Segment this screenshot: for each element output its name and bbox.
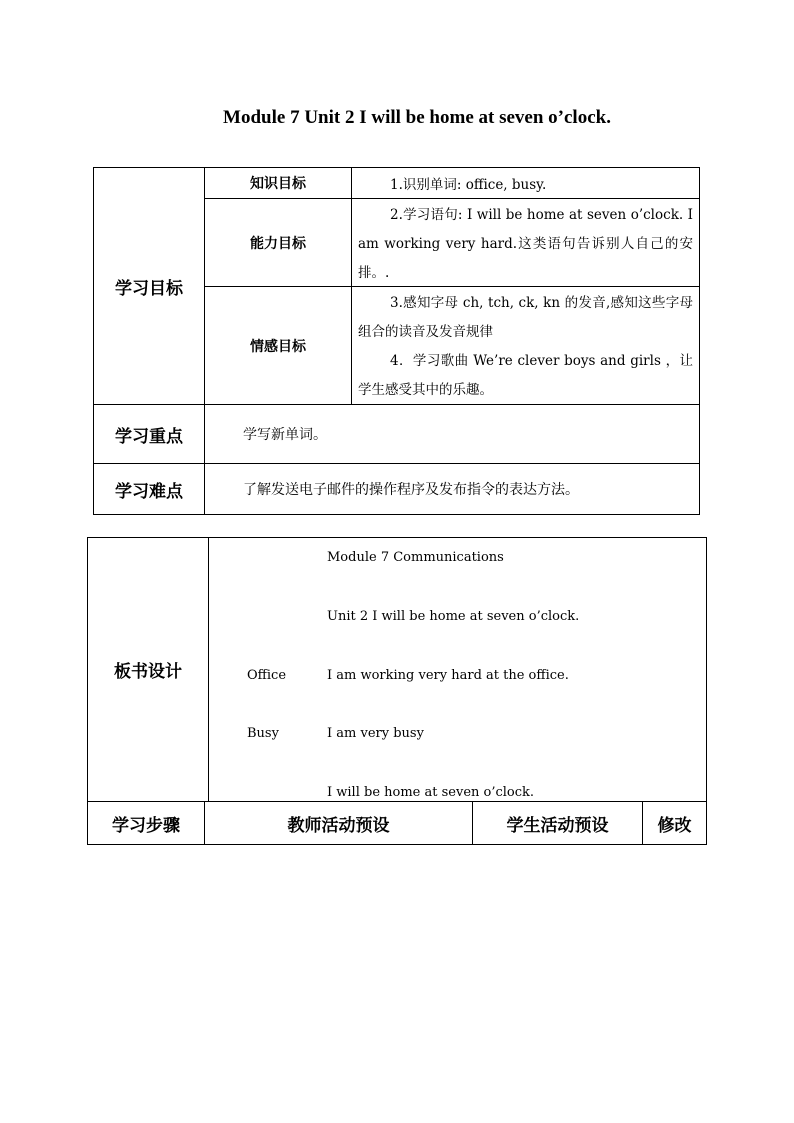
difficulties-text: 了解发送电子邮件的操作程序及发布指令的表达方法。	[204, 463, 700, 515]
board-word-busy: Busy	[247, 726, 279, 741]
board-sentence-1: I am working very hard at the office.	[327, 668, 569, 683]
emotion-goal-label: 情感目标	[204, 286, 352, 405]
board-sentence-3: I will be home at seven o’clock.	[327, 785, 535, 800]
ability-goal-label: 能力目标	[204, 198, 352, 287]
objectives-main-label: 学习目标	[93, 167, 205, 405]
board-design-table	[87, 537, 707, 845]
board-sentence-2: I am very busy	[327, 726, 424, 741]
emotion-goal-line-2: 4．学习歌曲 We’re clever boys and girls ，让学生感受其中的乐趣。	[358, 353, 693, 398]
key-points-label: 学习重点	[93, 404, 205, 464]
key-points-text: 学写新单词。	[204, 404, 700, 464]
ability-goal-text	[351, 198, 700, 287]
ability-goal-line: 2.学习语句: I will be home at seven o’clock. I am working very hard.这类语句告诉别人自己的安排。.	[358, 207, 693, 281]
knowledge-goal-text: 1.识别单词: office, busy.	[351, 167, 700, 199]
board-design-label: 板书设计	[87, 537, 209, 802]
header-revision: 修改	[642, 801, 707, 845]
page-title: Module 7 Unit 2 I will be home at seven o’clock.	[223, 107, 611, 128]
knowledge-goal-label: 知识目标	[204, 167, 352, 199]
board-module-line: Module 7 Communications	[327, 550, 504, 565]
emotion-goal-text	[351, 286, 700, 405]
board-unit-line: Unit 2 I will be home at seven o’clock.	[327, 609, 580, 624]
header-steps: 学习步骤	[87, 801, 205, 845]
objectives-table	[93, 167, 700, 515]
header-teacher-activities: 教师活动预设	[204, 801, 473, 845]
board-word-office: Office	[247, 668, 287, 683]
difficulties-label: 学习难点	[93, 463, 205, 515]
header-student-activities: 学生活动预设	[472, 801, 643, 845]
emotion-goal-line-1: 3.感知字母 ch, tch, ck, kn 的发音,感知这些字母组合的读音及发音规律	[358, 295, 693, 340]
